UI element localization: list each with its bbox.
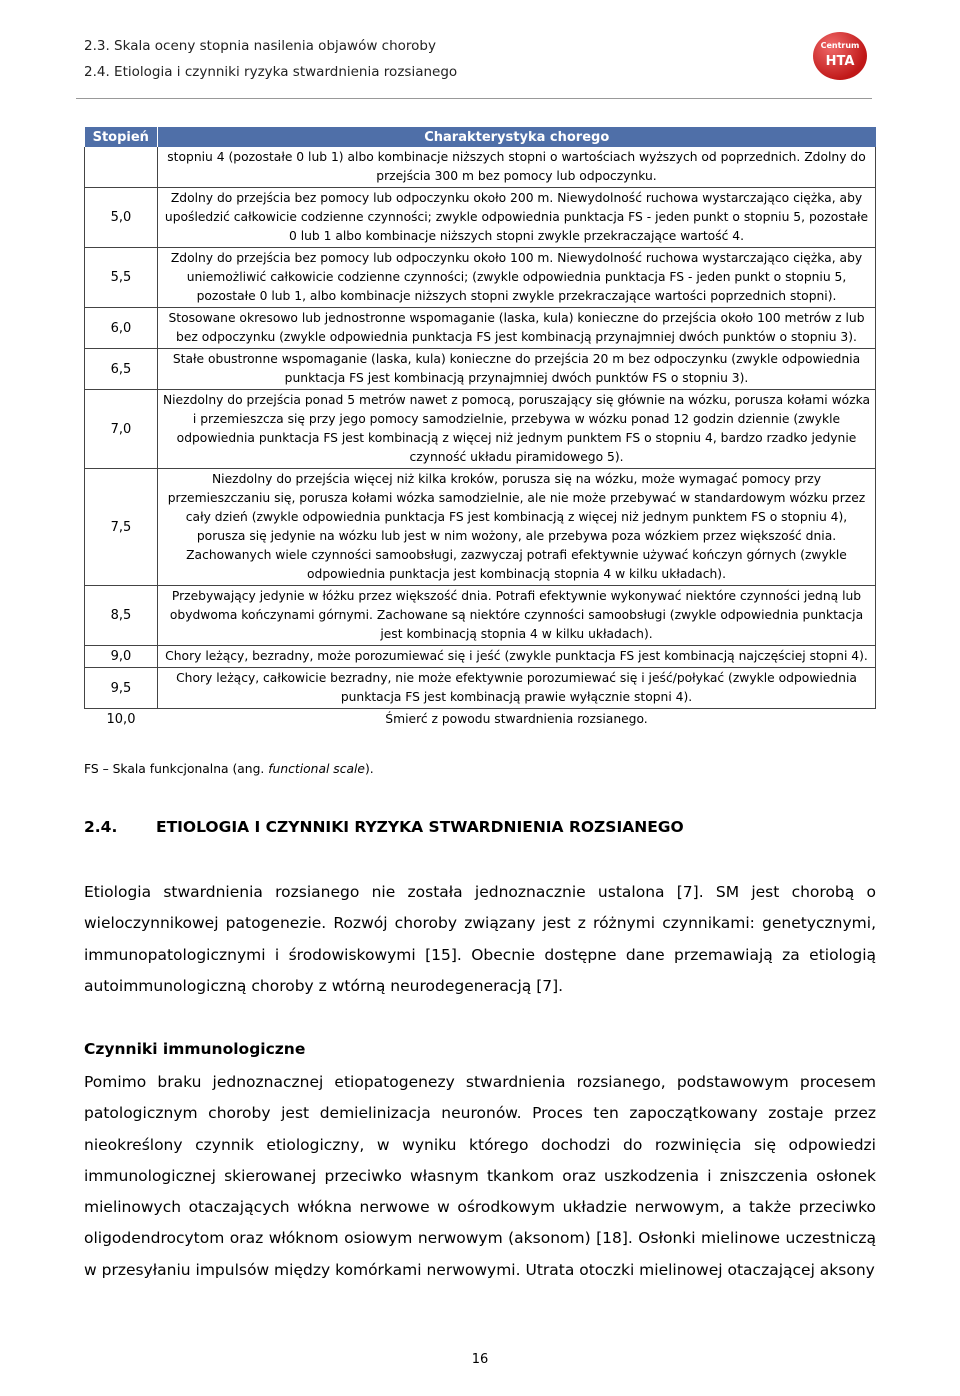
description-cell: Śmierć z powodu stwardnienia rozsianego.	[385, 712, 648, 726]
paragraph-immunological: Pomimo braku jednoznacznej etiopatogenezy stwardnienia rozsianego, podstawowym procesem patologicznym choroby jest demielinizacja neuronów. Proces ten zapoczątkowany zostaje przez nieokreślony czynnik etiologiczny, w wyniku którego dochodzi do rozwinięcia się odpowiedzi immunologicznej skierowanej przeciwko własnym tkankom oraz uszkodzenia i zniszczenia osłonek mielinowych otaczających włókna nerwowe w ośrodkowym układzie nerwowym, a także przeciwko oligodendrocytom oraz włóknom osiowym nerwowym (aksonom) [18]. Osłonki mielinowe uczestniczą w przesyłaniu impulsów między komórkami nerwowymi. Utrata otoczki mielinowej otaczającej aksony	[84, 1073, 876, 1279]
table-row	[85, 586, 876, 646]
score-cell: 6,0	[85, 308, 158, 349]
description-cell: Niezdolny do przejścia ponad 5 metrów nawet z pomocą, poruszający się głównie na wózku, porusza kołami wózka i przemieszcza się przy jego pomocy samodzielnie, przebywa w wózku ponad 12 godzin dziennie (zwykle odpowiednia punktacja FS jest kombinacją z więcej niż jednym punktem FS o stopniu 4, bardzo rzadko jedynie czynność układu piramidowego 5).	[158, 390, 876, 469]
section-title: ETIOLOGIA I CZYNNIKI RYZYKA STWARDNIENIA ROZSIANEGO	[156, 818, 684, 836]
table-body	[85, 147, 876, 730]
description-cell: Zdolny do przejścia bez pomocy lub odpoczynku około 200 m. Niewydolność ruchowa wystarczająco ciężka, aby upośledzić całkowicie codzienne czynności; zwykle odpowiednia punktacja FS - jeden punkt o stopniu 5, pozostałe 0 lub 1 albo kombinacje niższych stopni zwykle przekraczające wartość 4.	[158, 188, 876, 248]
logo-text-bottom: HTA	[825, 54, 855, 69]
score-cell: 10,0	[106, 712, 136, 727]
footnote-text: FS – Skala funkcjonalna (ang.	[84, 762, 269, 776]
table-row	[85, 308, 876, 349]
section-number: 2.4.	[84, 818, 118, 836]
score-cell: 7,5	[85, 469, 158, 586]
footnote-suffix: ).	[365, 762, 374, 776]
score-cell: 9,0	[85, 646, 158, 668]
score-cell: 5,5	[85, 248, 158, 308]
table-row	[85, 188, 876, 248]
description-cell: Przebywający jedynie w łóżku przez większość dnia. Potrafi efektywnie wykonywać niektóre czynności jedną lub obydwoma kończynami górnymi. Zachowane są niektóre czynności samoobsługi (zwykle odpowiednia punktacja jest kombinacją stopnia 4 w kilku układach).	[158, 586, 876, 646]
table-row	[85, 646, 876, 668]
section-heading	[84, 818, 684, 836]
header-line-2: 2.4. Etiologia i czynniki ryzyka stwardnienia rozsianego	[84, 64, 458, 80]
description-cell: Chory leżący, bezradny, może porozumiewać się i jeść (zwykle punktacja FS jest kombinacją najczęściej stopni 4).	[158, 646, 876, 668]
score-cell: 9,5	[85, 668, 158, 709]
score-cell: 7,0	[85, 390, 158, 469]
description-cell: Stosowane okresowo lub jednostronne wspomaganie (laska, kula) konieczne do przejścia około 100 metrów z lub bez odpoczynku (zwykle odpowiednia punktacja FS jest kombinacją przynajmniej dwóch punktów o stopniu 3).	[158, 308, 876, 349]
table-row	[85, 248, 876, 308]
table-row	[85, 668, 876, 709]
header-divider	[76, 98, 872, 99]
description-cell: Niezdolny do przejścia więcej niż kilka kroków, porusza się na wózku, może wymagać pomocy przy przemieszczaniu się, porusza kołami wózka samodzielnie, ale nie może przebywać w standardowym wózku przez cały dzień (zwykle odpowiednia punktacja FS jest kombinacją z więcej niż jednym punktem FS o stopniu 4), porusza się jedynie na wózku lub jest w nim wożony, ale przebywa poza wózkiem przez większość dnia. Zachowanych wiele czynności samoobsługi, zazwyczaj potrafi efektywnie używać kończyn górnych (zwykle odpowiednia punktacja jest kombinacją stopnia 4 w kilku układach).	[158, 469, 876, 586]
description-cell: stopniu 4 (pozostałe 0 lub 1) albo kombinacje niższych stopni o wartościach wyższych od poprzednich. Zdolny do przejścia 300 m bez pomocy lub odpoczynku.	[158, 147, 876, 188]
column-header-description: Charakterystyka chorego	[158, 127, 876, 147]
table-row	[85, 349, 876, 390]
logo-text-top: Centrum	[820, 41, 860, 50]
page-number: 16	[471, 1352, 489, 1367]
table-row-last	[85, 709, 876, 731]
column-header-score: Stopień	[85, 127, 158, 147]
edss-table	[84, 127, 876, 730]
description-cell: Stałe obustronne wspomaganie (laska, kula) konieczne do przejścia 20 m bez odpoczynku (zwykle odpowiednia punktacja FS jest kombinacją przynajmniej dwóch punktów FS o stopniu 3).	[158, 349, 876, 390]
score-cell: 6,5	[85, 349, 158, 390]
subheading-immunological: Czynniki immunologiczne	[84, 1040, 306, 1058]
table-row	[85, 390, 876, 469]
table-row	[85, 469, 876, 586]
header-line-1: 2.3. Skala oceny stopnia nasilenia objawów choroby	[84, 38, 436, 54]
centrum-hta-logo	[813, 32, 867, 80]
description-cell: Zdolny do przejścia bez pomocy lub odpoczynku około 100 m. Niewydolność ruchowa wystarczająco ciężka, aby uniemożliwić całkowicie codzienne czynności; (zwykle odpowiednia punktacja FS - jeden punkt o stopniu 5, pozostałe 0 lub 1, albo kombinacje niższych stopni zwykle przekraczające wartości poprzednich stopni).	[158, 248, 876, 308]
table-footnote	[84, 762, 374, 776]
score-cell: 8,5	[85, 586, 158, 646]
score-cell: 5,0	[85, 188, 158, 248]
table-row	[85, 147, 876, 188]
description-cell: Chory leżący, całkowicie bezradny, nie może efektywnie porozumiewać się i jeść/połykać (zwykle odpowiednia punktacja FS jest kombinacją prawie wyłącznie stopni 4).	[158, 668, 876, 709]
paragraph-etiology: Etiologia stwardnienia rozsianego nie została jednoznacznie ustalona [7]. SM jest chorobą o wieloczynnikowej patogenezie. Rozwój choroby związany jest z różnymi czynnikami: genetycznymi, immunopatologicznymi i środowiskowymi [15]. Obecnie dostępne dane przemawiają za etiologią autoimmunologiczną choroby z wtórną neurodegeneracją [7].	[84, 883, 876, 995]
footnote-italic: functional scale	[268, 762, 365, 776]
score-cell	[85, 147, 158, 188]
